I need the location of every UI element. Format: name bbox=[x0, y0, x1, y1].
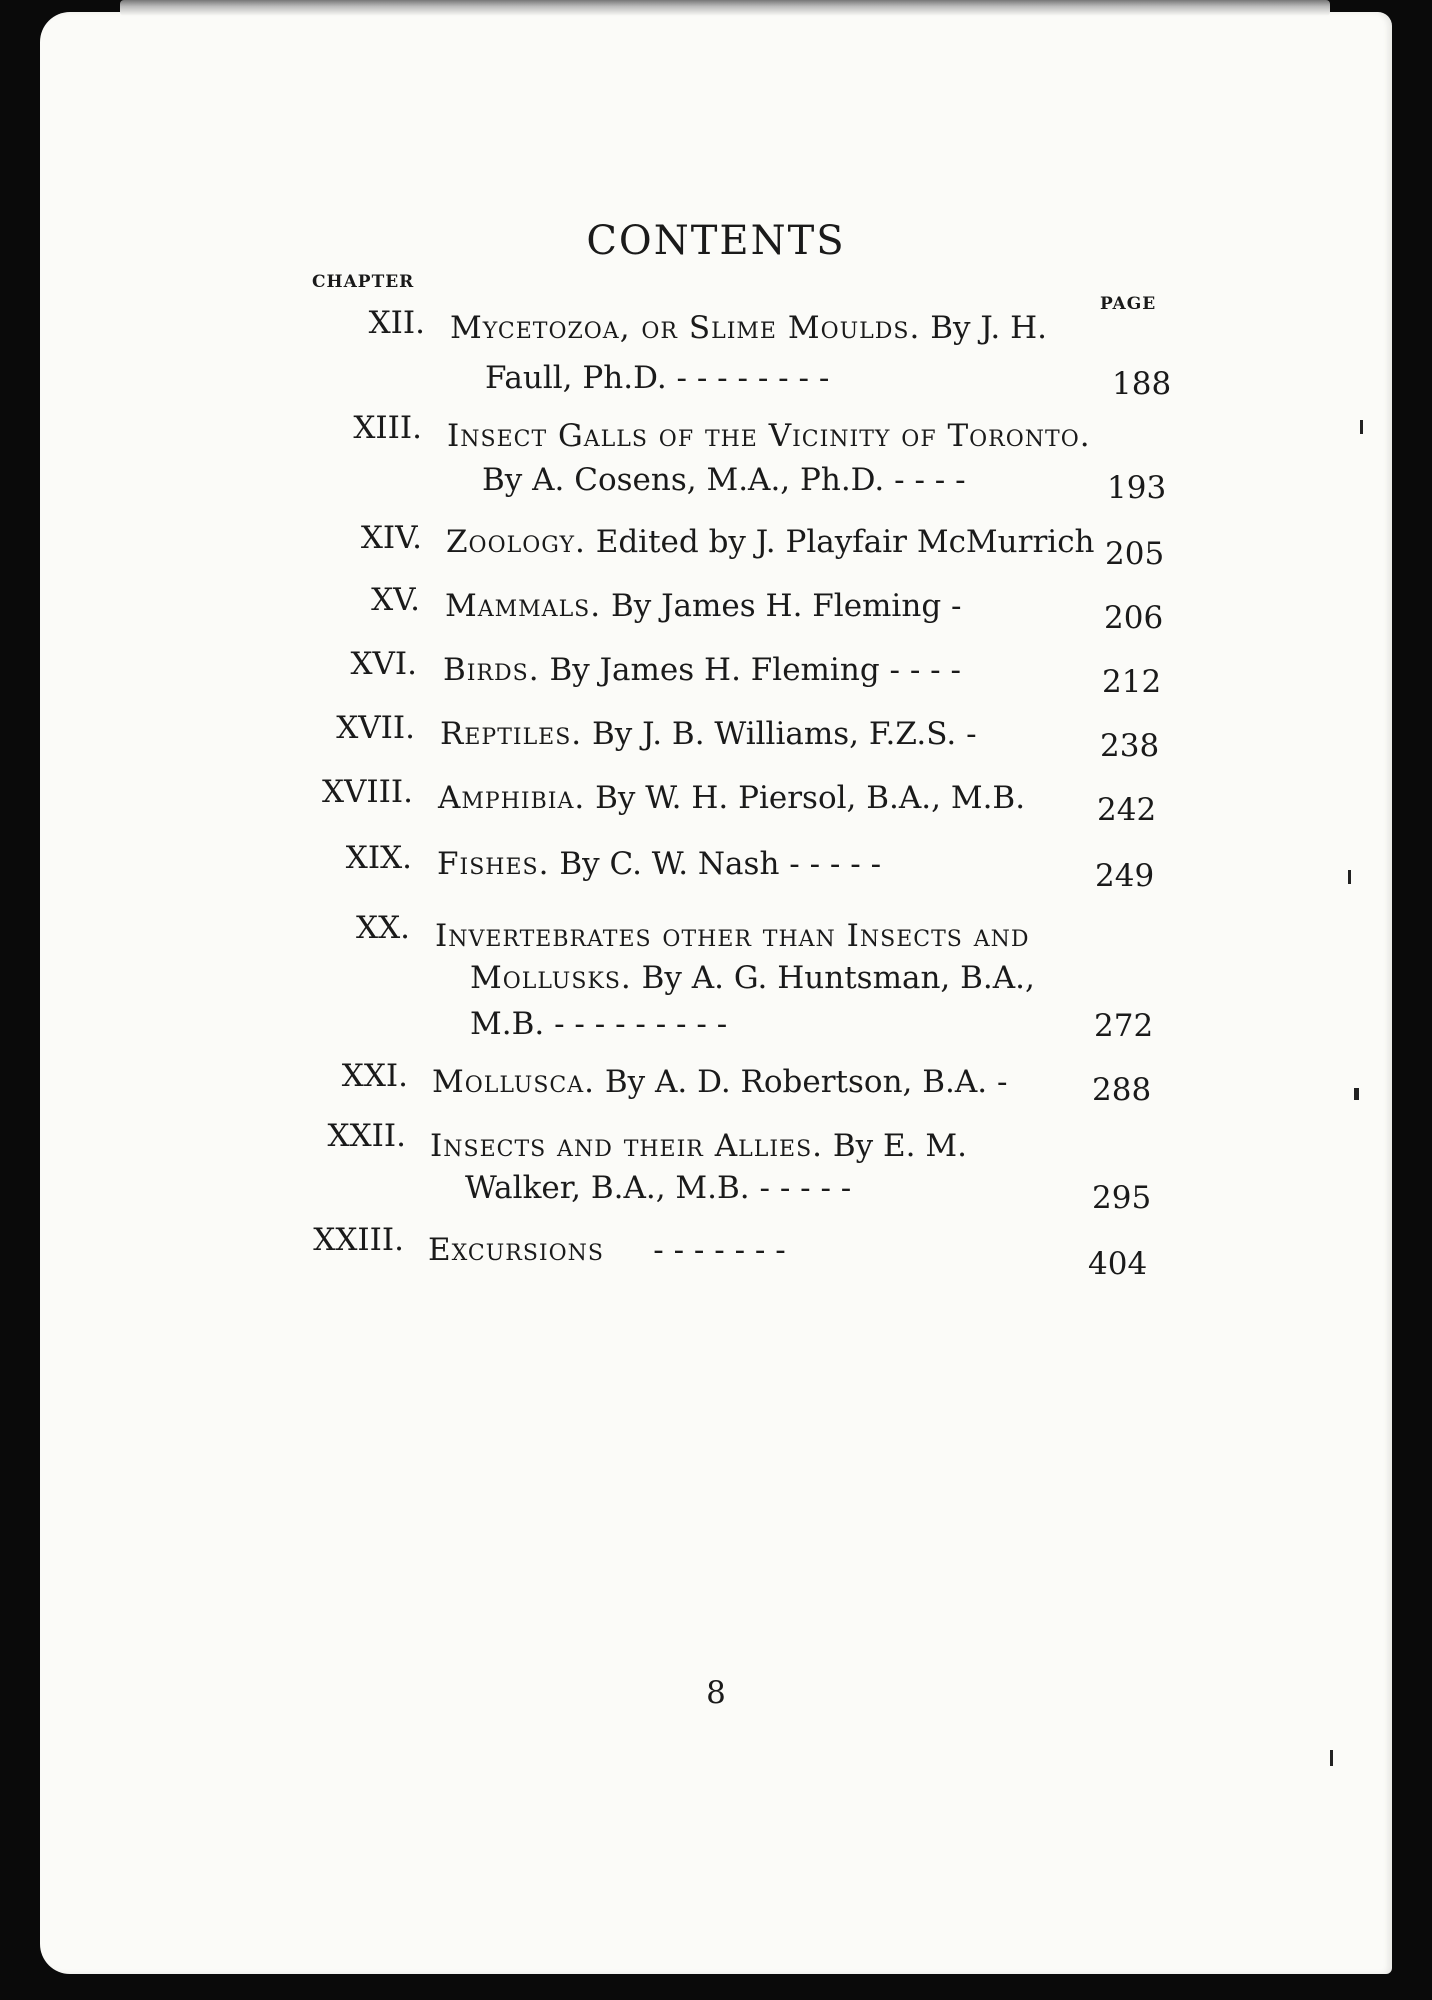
page-number: 206 bbox=[1104, 600, 1164, 636]
chapter-title: Birds. By James H. Fleming - - - - bbox=[443, 652, 961, 688]
chapter-number: XXIII. bbox=[313, 1222, 404, 1258]
chapter-number: XX. bbox=[356, 910, 410, 946]
page-number: 249 bbox=[1095, 858, 1155, 894]
chapter-author: Faull, Ph.D. - - - - - - - - bbox=[485, 360, 830, 396]
page-number: 272 bbox=[1094, 1008, 1154, 1044]
chapter-title: Mollusca. By A. D. Robertson, B.A. - bbox=[432, 1064, 1008, 1100]
chapter-number: XVII. bbox=[336, 710, 415, 746]
scan-speck bbox=[1330, 1750, 1333, 1766]
chapter-number: XXII. bbox=[327, 1118, 406, 1154]
page-number: 212 bbox=[1102, 664, 1162, 700]
page-number: 295 bbox=[1092, 1180, 1152, 1216]
chapter-author: Walker, B.A., M.B. - - - - - bbox=[465, 1170, 852, 1206]
page-number: 238 bbox=[1100, 728, 1160, 764]
scan-speck bbox=[1348, 870, 1351, 884]
chapter-title: Reptiles. By J. B. Williams, F.Z.S. - bbox=[440, 716, 977, 752]
chapter-title: Mammals. By James H. Fleming - bbox=[445, 588, 962, 624]
chapter-title: Insect Galls of the Vicinity of Toronto. bbox=[447, 418, 1091, 454]
chapter-column-header: CHAPTER bbox=[312, 272, 415, 292]
folio-page-number: 8 bbox=[706, 1675, 726, 1711]
page-number: 242 bbox=[1097, 792, 1157, 828]
chapter-number: XIX. bbox=[345, 840, 412, 876]
chapter-number: XVI. bbox=[350, 646, 417, 682]
scan-speck bbox=[1354, 1088, 1359, 1100]
chapter-author: Mollusks. By A. G. Huntsman, B.A., bbox=[470, 960, 1035, 996]
page-number: 205 bbox=[1105, 536, 1165, 572]
chapter-number: XIII. bbox=[353, 410, 422, 446]
chapter-title: Zoology. Edited by J. Playfair McMurrich bbox=[446, 524, 1095, 560]
chapter-author-cont: M.B. - - - - - - - - - bbox=[470, 1006, 728, 1042]
page-column-header: PAGE bbox=[1100, 294, 1157, 314]
chapter-title: Amphibia. By W. H. Piersol, B.A., M.B. bbox=[438, 780, 1026, 816]
chapter-title: Fishes. By C. W. Nash - - - - - bbox=[437, 846, 882, 882]
page-number: 193 bbox=[1107, 470, 1167, 506]
page-title: CONTENTS bbox=[586, 218, 846, 264]
chapter-number: XII. bbox=[368, 305, 425, 341]
page-number: 188 bbox=[1112, 366, 1172, 402]
chapter-author: By A. Cosens, M.A., Ph.D. - - - - bbox=[482, 462, 966, 498]
chapter-number: XIV. bbox=[360, 520, 422, 556]
chapter-title: Mycetozoa, or Slime Moulds. By J. H. bbox=[450, 310, 1047, 346]
page-number: 404 bbox=[1088, 1246, 1148, 1282]
chapter-number: XXI. bbox=[341, 1058, 408, 1094]
chapter-title: Insects and their Allies. By E. M. bbox=[430, 1128, 967, 1164]
scan-speck bbox=[1360, 420, 1363, 434]
page-number: 288 bbox=[1092, 1072, 1152, 1108]
chapter-title: Excursions - - - - - - - bbox=[428, 1232, 786, 1268]
chapter-number: XVIII. bbox=[321, 774, 413, 810]
chapter-title: Invertebrates other than Insects and bbox=[435, 918, 1030, 954]
chapter-number: XV. bbox=[371, 582, 420, 618]
page-edge-shadow bbox=[120, 0, 1330, 16]
